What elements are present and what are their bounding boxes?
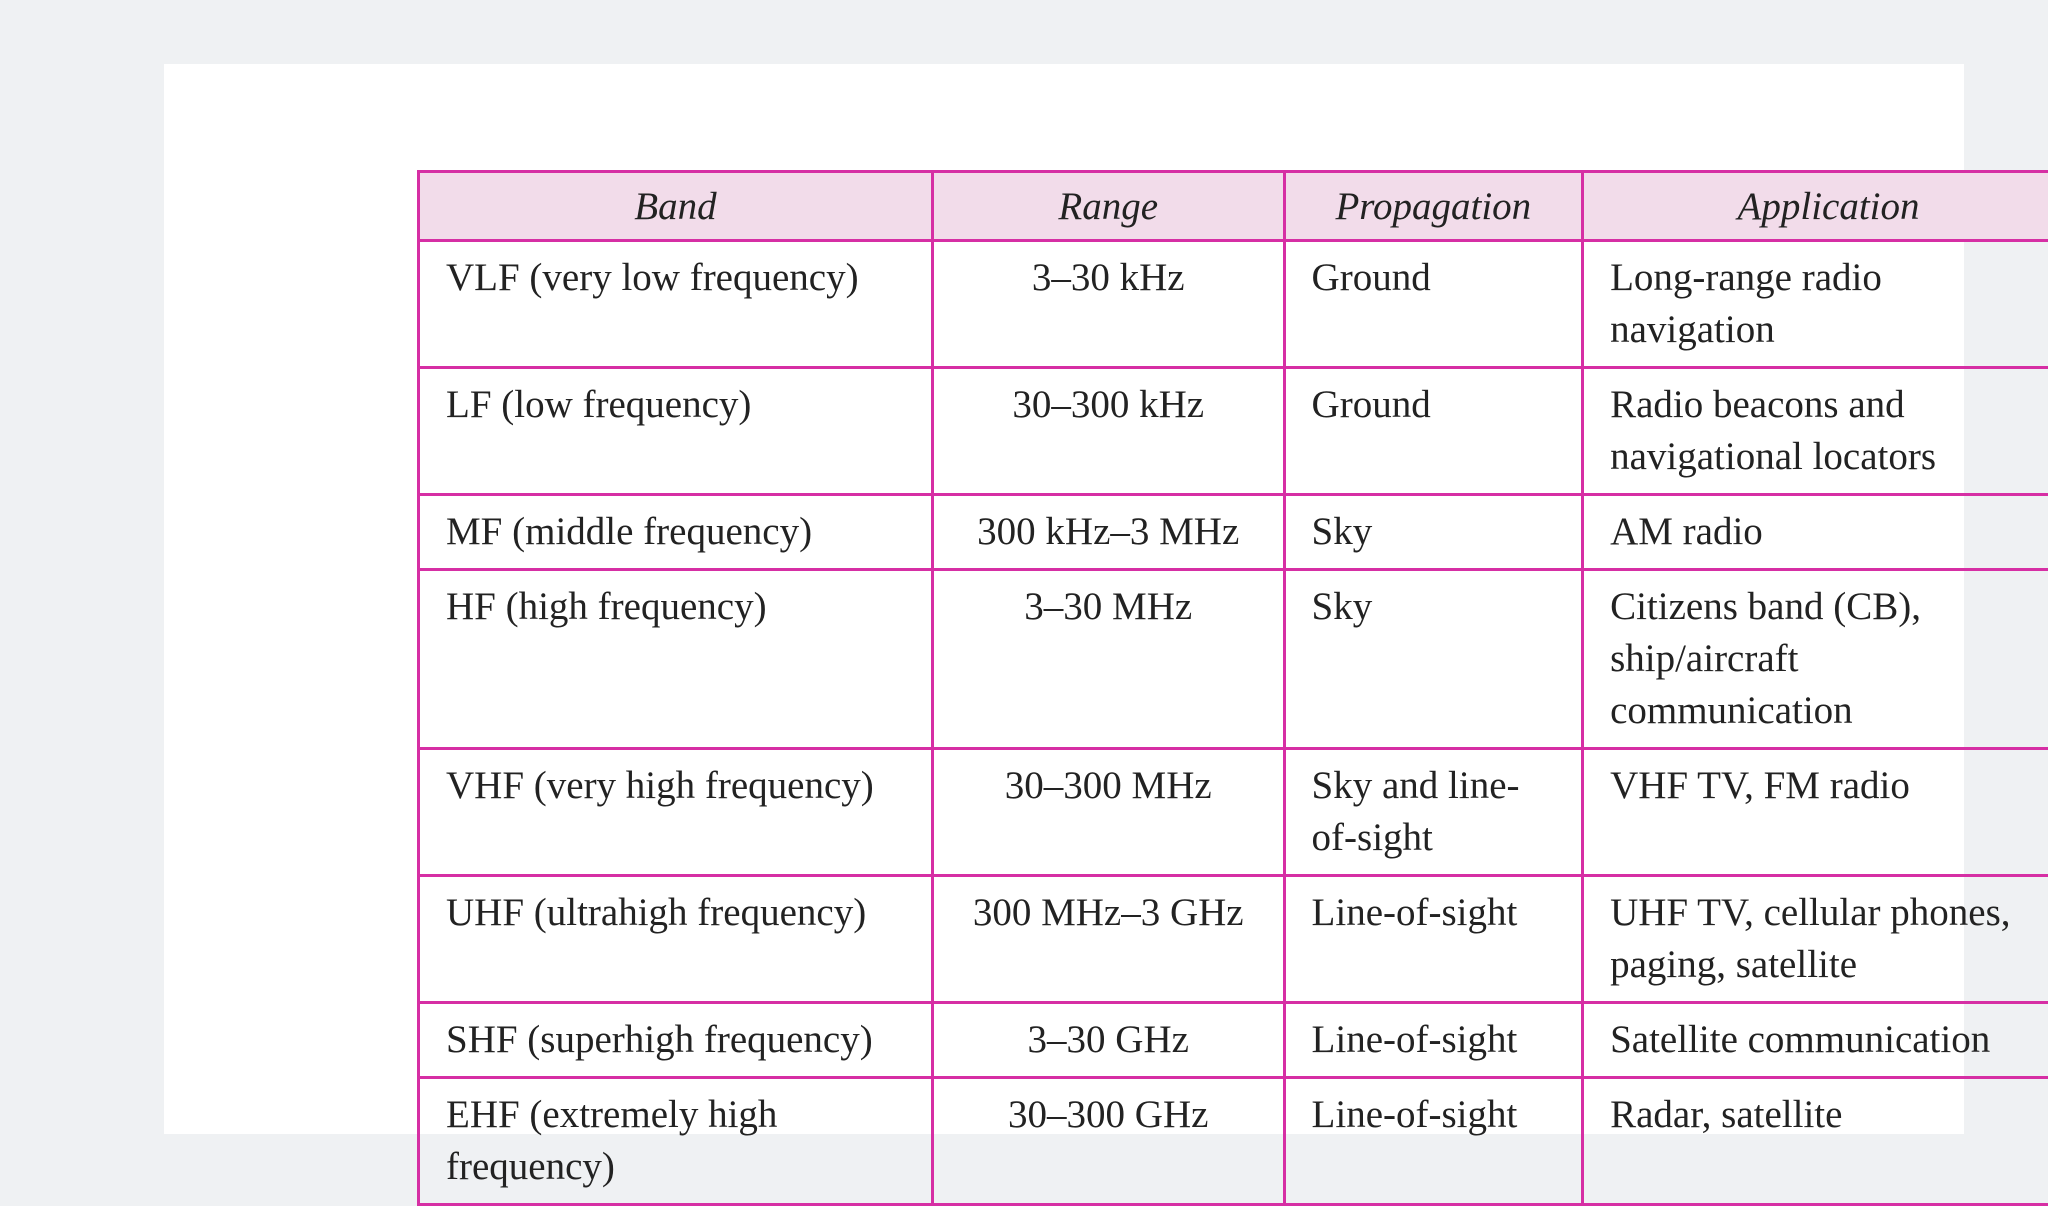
cell-range: 30–300 GHz — [932, 1078, 1284, 1205]
table-row — [419, 1003, 2048, 1078]
table-row — [419, 368, 2048, 495]
cell-range: 3–30 MHz — [932, 570, 1284, 749]
frequency-bands-table — [417, 170, 2048, 1206]
header-propagation: Propagation — [1284, 172, 1583, 241]
cell-band: VLF (very low frequency) — [419, 241, 933, 368]
table-row — [419, 749, 2048, 876]
table-row — [419, 570, 2048, 749]
cell-application: VHF TV, FM radio — [1583, 749, 2048, 876]
cell-propagation: Line-of-sight — [1284, 876, 1583, 1003]
header-range: Range — [932, 172, 1284, 241]
cell-application: Satellite communication — [1583, 1003, 2048, 1078]
cell-band: SHF (superhigh frequency) — [419, 1003, 933, 1078]
table-row — [419, 495, 2048, 570]
cell-propagation: Line-of-sight — [1284, 1078, 1583, 1205]
cell-band: HF (high frequency) — [419, 570, 933, 749]
cell-propagation: Ground — [1284, 368, 1583, 495]
table-row — [419, 241, 2048, 368]
cell-range: 3–30 GHz — [932, 1003, 1284, 1078]
cell-application: Citizens band (CB), ship/aircraft communication — [1583, 570, 2048, 749]
table-header-row — [419, 172, 2048, 241]
cell-application: AM radio — [1583, 495, 2048, 570]
header-application: Application — [1583, 172, 2048, 241]
table-row — [419, 876, 2048, 1003]
header-band: Band — [419, 172, 933, 241]
cell-range: 300 MHz–3 GHz — [932, 876, 1284, 1003]
cell-range: 30–300 MHz — [932, 749, 1284, 876]
document-page — [164, 64, 1964, 1134]
table-row — [419, 1078, 2048, 1205]
cell-band: MF (middle frequency) — [419, 495, 933, 570]
cell-propagation: Sky and line-of-sight — [1284, 749, 1583, 876]
cell-application: Radio beacons and navigational locators — [1583, 368, 2048, 495]
cell-band: EHF (extremely high frequency) — [419, 1078, 933, 1205]
cell-band: LF (low frequency) — [419, 368, 933, 495]
cell-application: Radar, satellite — [1583, 1078, 2048, 1205]
cell-propagation: Ground — [1284, 241, 1583, 368]
cell-range: 300 kHz–3 MHz — [932, 495, 1284, 570]
cell-propagation: Line-of-sight — [1284, 1003, 1583, 1078]
cell-range: 3–30 kHz — [932, 241, 1284, 368]
cell-application: Long-range radio navigation — [1583, 241, 2048, 368]
cell-band: UHF (ultrahigh frequency) — [419, 876, 933, 1003]
cell-application: UHF TV, cellular phones, paging, satellite — [1583, 876, 2048, 1003]
cell-propagation: Sky — [1284, 570, 1583, 749]
cell-propagation: Sky — [1284, 495, 1583, 570]
cell-range: 30–300 kHz — [932, 368, 1284, 495]
cell-band: VHF (very high frequency) — [419, 749, 933, 876]
